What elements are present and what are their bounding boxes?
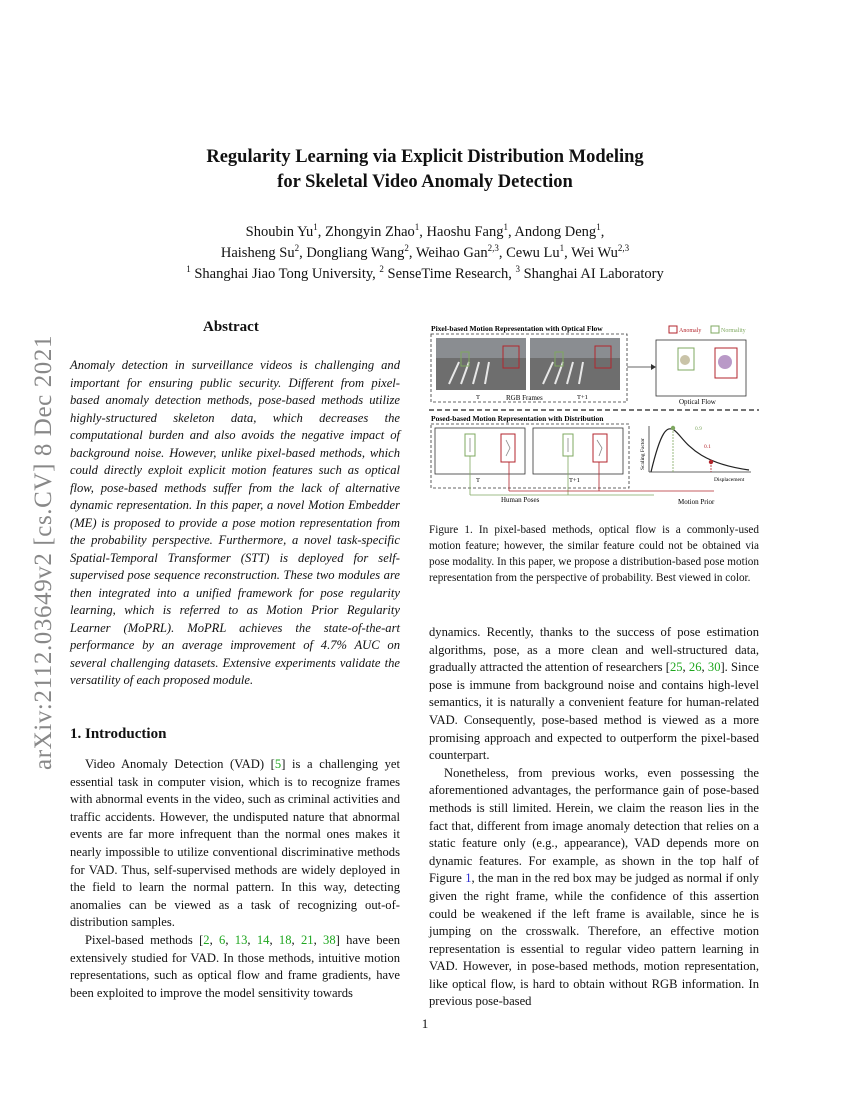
paragraph: dynamics. Recently, thanks to the success of pose estimation algorithms, pose, as a more clean and well-structured data, gradually attracted the attention of researchers [25, 26, 30]. Since pose is immune from background noise and contains high-level semantics, it is naturally a convenient feature for human-related VAD. Consequently, pose-based method is viewed as a more promising approach and expected to outperform the pixel-based counterpart. [429,625,760,763]
pose-label-t: T [476,477,480,484]
author-sup: 1 [559,243,565,254]
text-run: ]. Since pose is immune from background noise and contains high-level semantics, it is naturally a convenient feature for human-related VAD. Consequently, pose-based method is viewed as a more promising approach and expected to outperform the pixel-based counterpart. [429,660,760,763]
affil-name: SenseTime Research [387,266,509,282]
author-name: Shoubin Yu [245,224,314,240]
author-sup: 1 [313,222,318,233]
legend-normality-swatch [711,326,719,333]
figure-top-title: Pixel-based Motion Representation with Optical Flow [431,324,603,333]
author-name: Haisheng Su [220,245,295,261]
text-run: ] is a challenging yet essential task in computer vision, which is to recognize frames with abnormal events in the video, such as criminal activities and traffic accidents. However, the undisputed nature that abnormal events are far more infrequent than the normal ones makes it nearly impossible to utilize conventional discriminative methods for VAD. Thus, self-supervised methods are widely deployed in the field to learn the normal pattern. In this way, detecting anomalies can be viewed as a task of recognizing out-of-distribution samples. [70,757,400,930]
author-sup: 2,3 [617,243,630,254]
legend-anomaly-swatch [669,326,677,333]
frame-label-t1: T+1 [577,394,588,401]
title-line-2: for Skeletal Video Anomaly Detection [277,172,573,192]
citation-link[interactable]: 26 [688,660,702,675]
citation-link[interactable]: 2 [203,932,210,947]
author-sup: 2 [404,243,409,254]
text-run: ] have been extensively studied for VAD. In those methods, intuitive motion representations, such as optical flow and frame gradients, have been exploited to improve the model sensitivity towards [70,932,401,1000]
prior-value-high: 0.9 [695,426,702,432]
text-run: , the man in the red box may be judged as normal if only given the right frame, while the confidence of this assertion could be weakened if the left frame is available, since he is jumping on the crosswalk. Therefore, an effective motion representation is essential to regular video pattern learning in VAD. However, in pose-based methods, motion representation, like optical flow, is hard to obtain without RGB information. In previous pose-based [429,871,760,1009]
figure-link[interactable]: 1 [465,871,472,886]
arxiv-stamp: arXiv:2112.03649v2 [cs.CV] 8 Dec 2021 [30,334,57,770]
author-sup: 2,3 [487,243,499,254]
text-run: Video Anomaly Detection (VAD) [ [85,757,275,771]
prior-value-low: 0.1 [704,444,711,450]
author-name: Haoshu Fang [426,224,504,240]
affil-name: Shanghai Jiao Tong University [194,266,373,282]
affil-sup: 2 [379,264,384,275]
citation-link[interactable]: 18 [278,932,292,947]
right-column-body [429,624,759,1011]
citation-link[interactable]: 14 [256,932,270,947]
page-number: 1 [421,1016,429,1031]
left-column-body [70,756,400,1002]
paragraph: Pixel-based methods [2, 6, 13, 14, 18, 21, 38] have been extensively studied for VAD. In those methods, intuitive motion representations, such as optical flow and frame gradients, have been exploited to improve the model sensitivity towards [70,932,401,1000]
author-sup: 2 [294,243,300,254]
figure-bottom-title: Posed-based Motion Representation with Distribution [431,414,604,423]
y-axis-label: Scaling Factor [640,438,646,470]
section-heading-introduction: 1. Introduction [70,726,167,742]
rgb-frames-label: RGB Frames [506,394,543,402]
affil-name: Shanghai AI Laboratory [523,266,664,282]
author-name: Andong Deng [514,224,597,240]
text-run: Pixel-based methods [ [85,932,204,947]
citation-link[interactable]: 21 [300,932,314,947]
author-sup: 1 [503,222,508,233]
text-run: Nonetheless, from previous works, even possessing the aforementioned advantages, the performance gain of pose-based methods is still limited. Herein, we claim the reason lies in the fact that, different from image anomaly detection that relies on a static feature only (e.g., appearance), VAD depends more on dynamic features. For example, as shown in the top half of Figure [429,765,759,886]
author-line-1: Shoubin Yu$^1$, Zhongyin Zhao$^1$, Haoshu Fang$^1$, Andong Deng$^1$, [245,222,605,240]
abstract-text: Anomaly detection in surveillance videos is challenging and important for ensuring public security. Different from pixel-based anomaly detection methods, pose-based methods utilize highly-structured skeleton data, which decreases the computational burden and also avoids the negative impact of background noise. However, unlike pixel-based methods, which could directly exploit explicit motion features such as optical flow, pose-based methods suffer from the lack of alternative dynamic representation. In this paper, a novel Motion Embedder (ME) is proposed to provide a pose motion representation from the probability perspective. Furthermore, a novel task-specific Spatial-Temporal Transformer (STT) is deployed for self-supervised pose sequence reconstruction. These two modules are then integrated into a unified framework for pose regularity learning, which is referred to as Motion Prior Regularity Learner (MoPRL). MoPRL achieves the state-of-the-art performance by an average improvement of 4.7% AUC on several challenging datasets. Extensive experiments validate the versatility of each proposed module. [70,358,400,687]
author-line-2: Haisheng Su$^2$, Dongliang Wang$^2$, Weihao Gan$^{2,3}$, Cewu Lu$^1$, Wei Wu$^{2,3}$ [220,243,630,261]
citation-link[interactable]: 5 [274,757,282,771]
citation-link[interactable]: 38 [323,932,336,947]
figure-caption: Figure 1. In pixel-based methods, optical flow is a commonly-used motion feature; however, the similar feature could not be obtained via pose modality. In this paper, we propose a distribution-based pose motion representation from the perspective of probability. Best viewed in color. [429,524,759,584]
author-block [0,222,850,285]
pose-frame-t [435,428,525,474]
x-axis-label: Displacement [714,477,745,483]
paragraph [70,756,400,932]
title-line-1: Regularity Learning via Explicit Distribution Modeling [206,147,644,167]
citation-link[interactable]: 30 [707,660,721,675]
legend-normality: Normality [721,328,746,334]
author-name: Wei Wu [571,245,618,261]
pose-frame-t1 [533,428,623,474]
author-name: Cewu Lu [506,245,560,261]
citation-link[interactable]: 25 [669,660,683,675]
abstract-heading: Abstract [203,319,259,335]
frame-label-t: T [476,394,480,401]
text-run: dynamics. Recently, thanks to the success of pose estimation algorithms, pose, as a more clean and well-structured data, gradually attracted the attention of researchers [ [429,625,759,675]
optical-flow-label: Optical Flow [679,398,716,406]
affil-sup: 1 [186,264,191,275]
affiliation-line: $^1$ Shanghai Jiao Tong University, $^2$ SenseTime Research, $^3$ Shanghai AI Laboratory [186,264,664,282]
paper-title [0,145,850,195]
author-name: Zhongyin Zhao [324,224,415,240]
prior-curve [651,429,749,472]
citation-link[interactable]: 13 [234,932,248,947]
motion-prior-label: Motion Prior [678,498,715,506]
affil-sup: 3 [515,264,520,275]
paragraph [429,765,759,1011]
citation-link[interactable]: 6 [219,932,226,947]
author-name: Dongliang Wang [306,245,405,261]
human-poses-label: Human Poses [501,496,540,504]
author-sup: 1 [414,222,420,233]
legend-anomaly: Anomaly [679,328,702,334]
author-name: Weihao Gan [415,245,488,261]
author-sup: 1 [596,222,601,233]
pose-label-t1: T+1 [569,477,580,484]
figure-1 [429,322,759,512]
